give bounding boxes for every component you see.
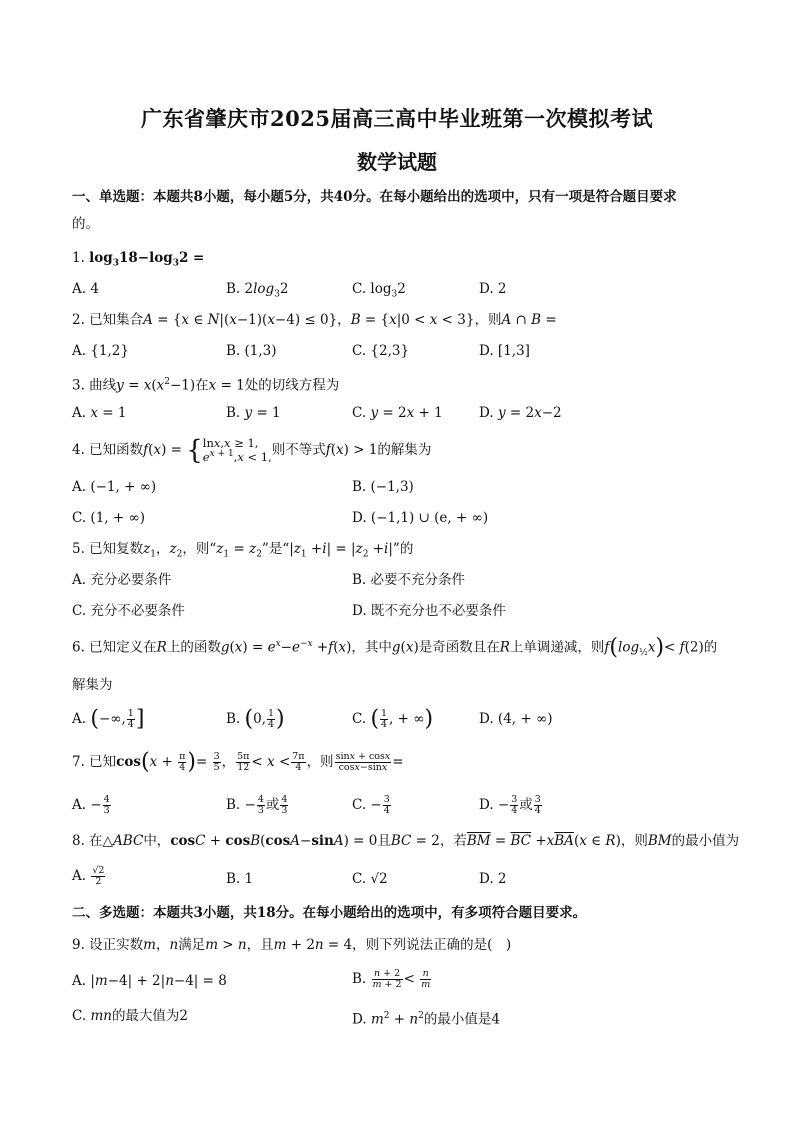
question-2-stem: 2. 已知集合A = {x ∈ N|(x−1)(x−4) ≤ 0}，B = {x|0 < x < 3}，则A ∩ B = — [72, 312, 557, 328]
question-1-stem: 1. $\log_318-\log_32$ = — [72, 250, 205, 269]
exam-title: 广东省肇庆市2025届高三高中毕业班第一次模拟考试 — [141, 106, 653, 131]
q7-option-c[interactable]: C. − $\frac{3}{4}$ — [352, 794, 390, 816]
q4-option-a[interactable]: A. (−1, + ∞) — [72, 479, 157, 495]
q8-option-d[interactable]: D. 2 — [479, 871, 507, 887]
q4-option-d[interactable]: D. (−1,1) ∪ (e, + ∞) — [352, 510, 489, 526]
q5-option-a[interactable]: A. 充分必要条件 — [72, 572, 172, 588]
question-4-stem: 4. 已知函数f(x) = {lnx,x ≥ 1, $e^{x + 1},x < 1$,则不等式f(x) > 1的解集为 — [72, 435, 432, 466]
q8-option-c[interactable]: C. √2 — [352, 871, 388, 887]
q3-option-d[interactable]: D. y = 2x−2 — [479, 405, 562, 421]
q2-option-c[interactable]: C. {2,3} — [352, 343, 410, 359]
q5-option-b[interactable]: B. 必要不充分条件 — [352, 572, 466, 588]
q9-option-d[interactable]: D. $m^2 + n^2$的最小值是4 — [352, 1011, 500, 1028]
q5-option-d[interactable]: D. 既不充分也不必要条件 — [352, 603, 506, 619]
question-9-stem: 9. 设正实数m，n满足m > n，且m + 2n = 4，则下列说法正确的是( ) — [72, 937, 512, 953]
exam-subject: 数学试题 — [357, 150, 437, 174]
section-1-heading: 一、单选题：本题共8小题，每小题5分，共40分。在每小题给出的选项中，只有一项是符合题目要求 — [72, 189, 677, 205]
q3-option-b[interactable]: B. y = 1 — [226, 405, 281, 421]
q9-option-c[interactable]: C. mn的最大值为2 — [72, 1008, 189, 1024]
section-1-heading-cont: 的。 — [72, 216, 99, 232]
q4-option-c[interactable]: C. (1, + ∞) — [72, 510, 145, 526]
q6-option-b[interactable]: B. (0, $\frac{1}{4}$ ) — [226, 706, 285, 732]
q9-option-a[interactable]: A. |m−4| + 2|n−4| = 8 — [72, 973, 227, 989]
q1-option-d[interactable]: D. 2 — [479, 281, 507, 297]
question-8-stem: 8. 在△ABC中，cosC + cosB(cosA−sinA) = 0且BC = 2，若$\overline{BM} = \overline{BC} +x\overline{BA}(x$ ∈ R)，则BM的最小值为 — [72, 833, 740, 849]
q1-option-a[interactable]: A. 4 — [72, 281, 99, 297]
q2-option-b[interactable]: B. (1,3) — [226, 343, 277, 359]
question-6-stem: 6. 已知定义在R上的函数$g(x) = e^x-e^{-x} +f(x)$，其中g(x)是奇函数且在R上单调递减，则$f(\log_{\frac{1}{2}}x)< f(2)$的 — [72, 635, 718, 660]
q2-option-a[interactable]: A. {1,2} — [72, 343, 129, 359]
q1-option-b[interactable]: B. $2\log_32$ — [226, 281, 289, 300]
q2-option-d[interactable]: D. [1,3] — [479, 343, 530, 359]
q3-option-a[interactable]: A. x = 1 — [72, 405, 127, 421]
q5-option-c[interactable]: C. 充分不必要条件 — [72, 603, 185, 619]
q9-option-b[interactable]: B. $\frac{n + 2}{m + 2}$ < $\frac{n}{m}$ — [352, 968, 431, 990]
q1-option-c[interactable]: C. $\log_32$ — [352, 281, 406, 300]
q8-option-a[interactable]: A. $\frac{√2}{2}$ — [72, 865, 105, 887]
q7-option-b[interactable]: B. − $\frac{4}{3}$ 或 $\frac{4}{3}$ — [226, 794, 288, 816]
q3-option-c[interactable]: C. y = 2x + 1 — [352, 405, 443, 421]
question-6-stem-cont: 解集为 — [72, 677, 113, 693]
q6-option-d[interactable]: D. (4, + ∞) — [479, 711, 553, 727]
q4-option-b[interactable]: B. (−1,3) — [352, 479, 414, 495]
q8-option-b[interactable]: B. 1 — [226, 871, 254, 887]
q7-option-d[interactable]: D. − $\frac{3}{4}$ 或 $\frac{3}{4}$ — [479, 794, 541, 816]
question-3-stem: 3. 曲线$y = x(x^2-1)$在x = 1处的切线方程为 — [72, 377, 340, 394]
question-5-stem: 5. 已知复数$z_1$，$z_2$，则“$z_1 = z_2$”是“$|z_1 +i| = |z_2 +i|$”的 — [72, 541, 414, 560]
question-7-stem: 7. 已知cos(x + $\frac{\pi}{4}$ )= $\frac{3}{5}$ ， $\frac{5\pi}{12}$ < x < $\frac{7\pi}{4}$ ，则 $\frac{\sin x + \cos x}{\cos x-\sin x}$ = — [72, 749, 404, 775]
q7-option-a[interactable]: A. − $\frac{4}{3}$ — [72, 794, 110, 816]
q6-option-a[interactable]: A. (−∞, $\frac{1}{4}$ ] — [72, 706, 145, 732]
q6-option-c[interactable]: C. ( $\frac{1}{4}$ , + ∞) — [352, 706, 434, 732]
section-2-heading: 二、多选题：本题共3小题，共18分。在每小题给出的选项中，有多项符合题目要求。 — [72, 905, 587, 921]
